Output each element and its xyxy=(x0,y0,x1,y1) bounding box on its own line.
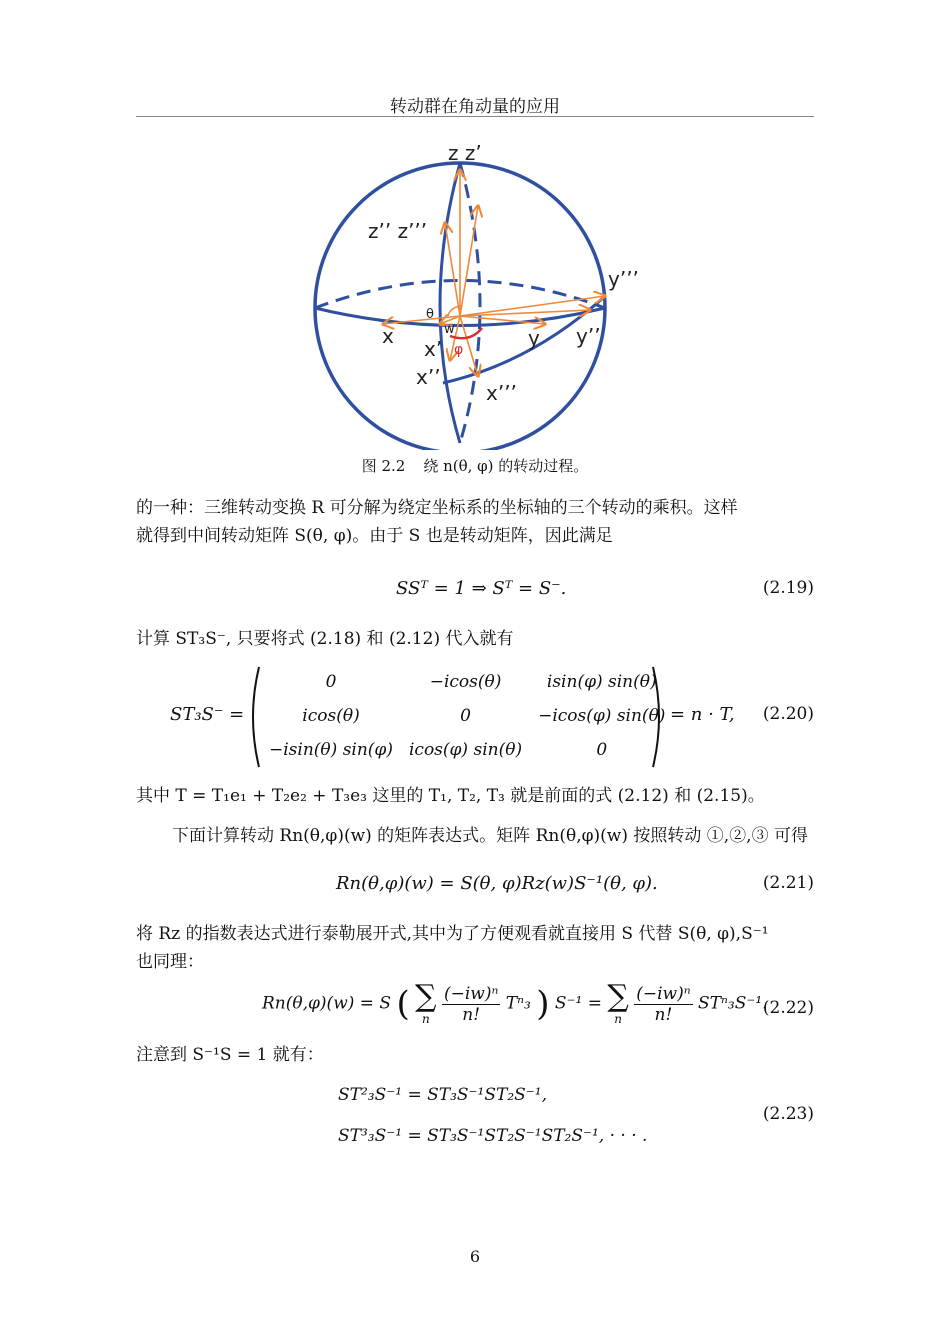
meridian-back xyxy=(460,163,480,443)
equation-number-2-19: (2.19) xyxy=(762,578,814,598)
paragraph-1-line-2: 就得到中间转动矩阵 S(θ, φ)。由于 S 也是转动矩阵，因此满足 xyxy=(136,526,613,546)
paragraph-2: 计算 ST₃S⁻, 只要将式 (2.18) 和 (2.12) 代入就有 xyxy=(136,629,514,649)
eq222-denominator: n! xyxy=(462,1004,481,1025)
caption-number: 图 2.2 xyxy=(361,457,406,475)
label-phi: φ xyxy=(454,342,464,358)
matrix-2-20 xyxy=(245,665,665,769)
matrix-cell: icos(θ) xyxy=(302,706,360,726)
axis-z3 xyxy=(445,223,460,316)
sum-symbol: ∑ n xyxy=(415,979,437,1026)
phi-arc xyxy=(450,328,482,338)
figure-caption xyxy=(0,455,950,476)
label-y2: y’’ xyxy=(576,324,601,348)
paragraph-5 xyxy=(136,920,816,976)
matrix-cell: 0 xyxy=(596,740,608,760)
equation-2-23-line-1: ST²₃S⁻¹ = ST₃S⁻¹ST₂S⁻¹, xyxy=(338,1085,547,1105)
equation-2-20-rhs: = n · T, xyxy=(670,704,735,725)
matrix-row xyxy=(261,699,673,733)
label-x3: x’’’ xyxy=(486,381,517,405)
eq222-tail-2: STⁿ₃S⁻¹. xyxy=(698,993,768,1014)
matrix-cell: isin(φ) sin(θ) xyxy=(546,672,657,692)
eq222-tail: S⁻¹ = xyxy=(554,993,602,1014)
sum-symbol-2: ∑ n xyxy=(607,979,629,1026)
paragraph-4: 下面计算转动 Rn(θ,φ)(w) 的矩阵表达式。矩阵 Rn(θ,φ)(w) 按照转动 ①,②,③ 可得 xyxy=(172,826,808,846)
eq222-lhs: Rn(θ,φ)(w) = S xyxy=(262,993,392,1014)
matrix-cell: −icos(φ) sin(θ) xyxy=(538,706,666,726)
eq222-open-paren: ( xyxy=(396,984,410,1024)
matrix-cell: −isin(θ) sin(φ) xyxy=(269,740,393,760)
equation-2-19: SSᵀ = 1 ⇒ Sᵀ = S⁻. xyxy=(396,578,567,599)
equation-2-23-line-2: ST³₃S⁻¹ = ST₃S⁻¹ST₂S⁻¹ST₂S⁻¹, · · · . xyxy=(338,1126,648,1146)
paragraph-1-line-1: 的一种：三维转动变换 R 可分解为绕定坐标系的坐标轴的三个转动的乘积。这样 xyxy=(136,498,738,518)
label-x: x xyxy=(382,324,394,348)
label-x1: x’ xyxy=(424,337,443,361)
rotation-figure xyxy=(300,138,650,450)
matrix-row xyxy=(261,665,673,699)
matrix-right-paren xyxy=(649,665,667,769)
equation-number-2-20: (2.20) xyxy=(762,704,814,724)
paragraph-1 xyxy=(136,494,816,550)
label-zz: z z’ xyxy=(448,141,482,165)
eq222-middle: Tⁿ₃ xyxy=(505,993,531,1014)
matrix-cell: 0 xyxy=(460,706,471,726)
eq222-fraction-2 xyxy=(634,984,692,1025)
caption-text: 绕 n(θ, φ) 的转动过程。 xyxy=(423,457,589,475)
paragraph-6: 注意到 S⁻¹S = 1 就有： xyxy=(136,1045,324,1065)
page-header: 转动群在角动量的应用 xyxy=(390,97,560,117)
matrix-cell: 0 xyxy=(325,672,337,692)
label-y3: y’’’ xyxy=(608,267,639,291)
equation-number-2-23: (2.23) xyxy=(762,1104,814,1124)
matrix-row xyxy=(261,733,673,767)
matrix-table xyxy=(261,665,673,767)
label-theta: θ xyxy=(426,307,434,322)
sphere-diagram xyxy=(300,138,650,450)
eq222-close-paren: ) xyxy=(536,984,550,1024)
label-z2z3: z’’ z’’’ xyxy=(368,219,428,243)
matrix-cell: −icos(θ) xyxy=(429,672,502,692)
header-rule xyxy=(136,116,814,117)
sum-index: n xyxy=(422,1012,430,1026)
eq222-denominator-2: n! xyxy=(654,1004,673,1025)
equation-2-20-lhs: ST₃S⁻ = xyxy=(170,704,245,725)
label-y: y xyxy=(528,326,540,350)
paragraph-3: 其中 T = T₁e₁ + T₂e₂ + T₃e₃ 这里的 T₁, T₂, T₃ 就是前面的式 (2.12) 和 (2.15)。 xyxy=(136,786,765,806)
meridian-front xyxy=(440,163,460,443)
sum-index-2: n xyxy=(614,1012,622,1026)
paragraph-5-line-2: 也同理： xyxy=(136,952,204,972)
eq222-numerator: (−iw)ⁿ xyxy=(443,983,499,1004)
axis-z2 xyxy=(460,206,478,316)
paragraph-5-line-1: 将 Rz 的指数表达式进行泰勒展开式,其中为了方便观看就直接用 S 代替 S(θ, φ),S⁻¹ xyxy=(136,924,769,944)
label-x2: x’’ xyxy=(416,365,441,389)
eq222-numerator-2: (−iw)ⁿ xyxy=(636,983,691,1004)
label-w: w xyxy=(444,322,455,337)
equation-2-21: Rn(θ,φ)(w) = S(θ, φ)Rz(w)S⁻¹(θ, φ). xyxy=(336,873,658,894)
matrix-cell: icos(φ) sin(θ) xyxy=(408,740,523,760)
eq222-fraction xyxy=(442,984,500,1025)
page-number: 6 xyxy=(469,1247,481,1266)
equation-number-2-21: (2.21) xyxy=(762,873,814,893)
equation-2-22 xyxy=(262,979,768,1026)
equation-number-2-22: (2.22) xyxy=(762,998,814,1018)
